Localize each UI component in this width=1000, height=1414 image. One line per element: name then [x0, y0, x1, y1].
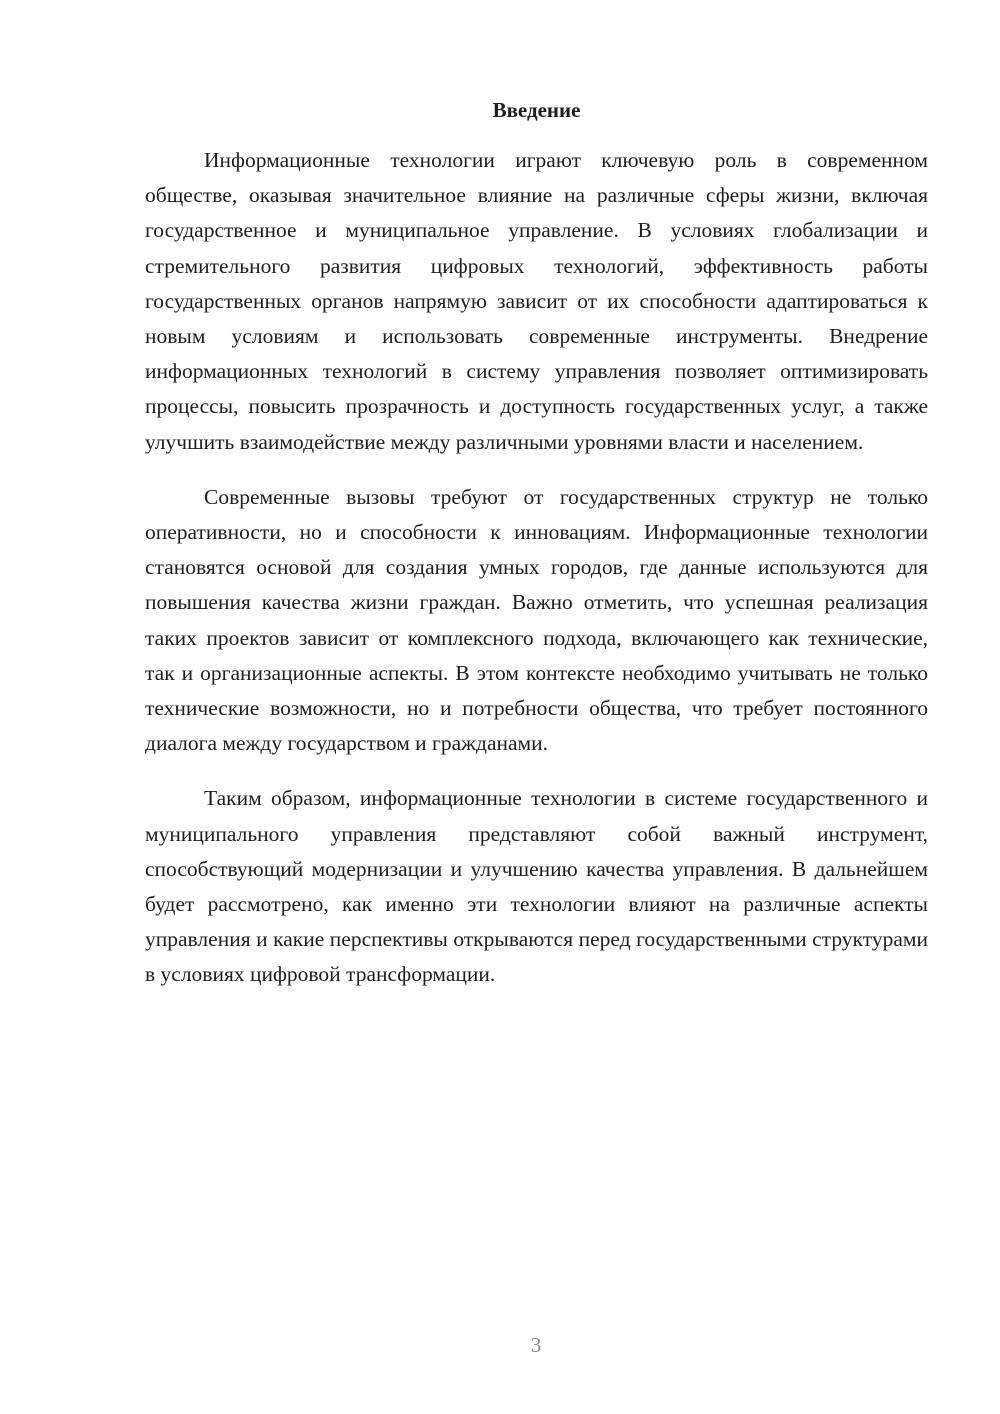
document-body	[145, 143, 928, 1013]
section-title: Введение	[492, 98, 581, 122]
page-number: 3	[530, 1333, 542, 1357]
paragraph-3: Таким образом, информационные технологии в системе государственного и муниципального управления представляют собой важный инструмент, способствующий модернизации и улучшению качества управления. В дальнейшем будет рассмотрено, как именно эти технологии влияют на различные аспекты управления и какие перспективы открываются перед государственными структурами в условиях цифровой трансформации.	[145, 786, 928, 987]
paragraph-1: Информационные технологии играют ключевую роль в современном обществе, оказывая значительное влияние на различные сферы жизни, включая государственное и муниципальное управление. В условиях глобализации и стремительного развития цифровых технологий, эффективность работы государственных органов напрямую зависит от их способности адаптироваться к новым условиям и использовать современные инструменты. Внедрение информационных технологий в систему управления позволяет оптимизировать процессы, повысить прозрачность и доступность государственных услуг, а также улучшить взаимодействие между различными уровнями власти и населением.	[145, 148, 928, 454]
paragraph-2: Современные вызовы требуют от государственных структур не только оперативности, но и способности к инновациям. Информационные технологии становятся основой для создания умных городов, где данные используются для повышения качества жизни граждан. Важно отметить, что успешная реализация таких проектов зависит от комплексного подхода, включающего как технические, так и организационные аспекты. В этом контексте необходимо учитывать не только технические возможности, но и потребности общества, что требует постоянного диалога между государством и гражданами.	[145, 484, 928, 756]
